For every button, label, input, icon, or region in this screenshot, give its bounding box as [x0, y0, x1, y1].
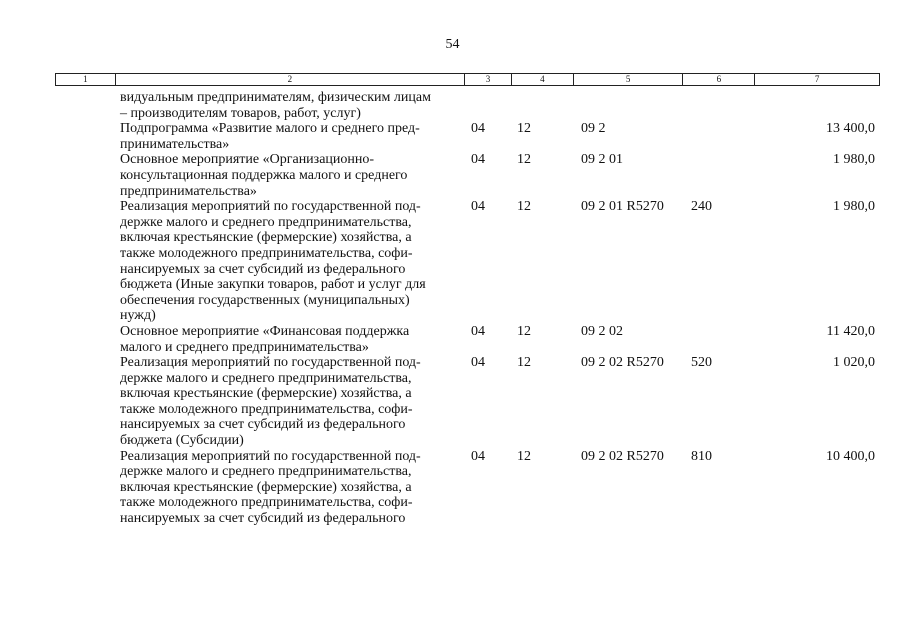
row-description: Реализация мероприятий по государственной под- держке малого и среднего предпринимательства, включая крестьянские (фермерские) хозяйства, а также молодежного предпринимательства, софи- нансируемых за счет субсидий из федерального бюджета (Субсидии)	[120, 355, 421, 449]
row-section-code: 04	[471, 152, 485, 168]
row-subsection-code: 12	[517, 199, 531, 215]
header-cell-6: 6	[683, 74, 755, 85]
row-amount: 13 400,0	[826, 121, 875, 137]
row-section-code: 04	[471, 199, 485, 215]
header-cell-5: 5	[574, 74, 684, 85]
row-section-code: 04	[471, 121, 485, 137]
row-description: Основное мероприятие «Финансовая поддержка малого и среднего предпринимательства»	[120, 323, 410, 355]
row-target-code: 09 2	[581, 121, 606, 137]
row-amount: 1 020,0	[833, 355, 875, 371]
row-target-code: 09 2 01	[581, 152, 623, 168]
row-expense-type: 810	[691, 448, 712, 464]
row-subsection-code: 12	[517, 121, 531, 137]
table-body	[0, 90, 905, 527]
row-target-code: 09 2 01 R5270	[581, 199, 664, 215]
header-cell-3: 3	[465, 74, 512, 85]
row-description: Реализация мероприятий по государственной под- держке малого и среднего предпринимательства, включая крестьянские (фермерские) хозяйства, а также молодежного предпринимательства, софи- нансируемых за счет субсидий из федерального бюджета (Иные закупки товаров, работ и услуг для обеспечения государственных (муниципальных) нужд)	[120, 199, 426, 324]
row-description: Реализация мероприятий по государственной под- держке малого и среднего предпринимательства, включая крестьянские (фермерские) хозяйства, а также молодежного предпринимательства, софи- нансируемых за счет субсидий из федерального	[120, 448, 421, 527]
table-row	[0, 121, 905, 152]
table-row	[0, 199, 905, 324]
table-row	[0, 355, 905, 449]
row-amount: 1 980,0	[833, 152, 875, 168]
table-row	[0, 152, 905, 199]
row-target-code: 09 2 02 R5270	[581, 448, 664, 464]
row-target-code: 09 2 02	[581, 323, 623, 339]
page-number: 54	[445, 37, 460, 52]
row-expense-type: 520	[691, 355, 712, 371]
row-amount: 11 420,0	[826, 323, 875, 339]
row-description: Подпрограмма «Развитие малого и среднего пред- принимательства»	[120, 121, 420, 152]
table-row	[0, 449, 905, 527]
row-subsection-code: 12	[517, 323, 531, 339]
row-amount: 10 400,0	[826, 448, 875, 464]
table-row	[0, 324, 905, 355]
row-description: Основное мероприятие «Организационно- консультационная поддержка малого и среднего предпринимательства»	[120, 152, 408, 199]
row-expense-type: 240	[691, 199, 712, 215]
row-amount: 1 980,0	[833, 199, 875, 215]
row-target-code: 09 2 02 R5270	[581, 355, 664, 371]
row-section-code: 04	[471, 448, 485, 464]
row-subsection-code: 12	[517, 448, 531, 464]
header-cell-1: 1	[56, 74, 116, 85]
header-cell-4: 4	[512, 74, 574, 85]
row-description: видуальным предпринимателям, физическим лицам – производителям товаров, работ, услуг)	[120, 90, 431, 121]
row-section-code: 04	[471, 355, 485, 371]
header-cell-2: 2	[116, 74, 465, 85]
header-cell-7: 7	[814, 74, 820, 84]
table-row	[0, 90, 905, 121]
row-subsection-code: 12	[517, 355, 531, 371]
row-section-code: 04	[471, 323, 485, 339]
row-subsection-code: 12	[517, 152, 531, 168]
table-header-row	[55, 73, 880, 86]
